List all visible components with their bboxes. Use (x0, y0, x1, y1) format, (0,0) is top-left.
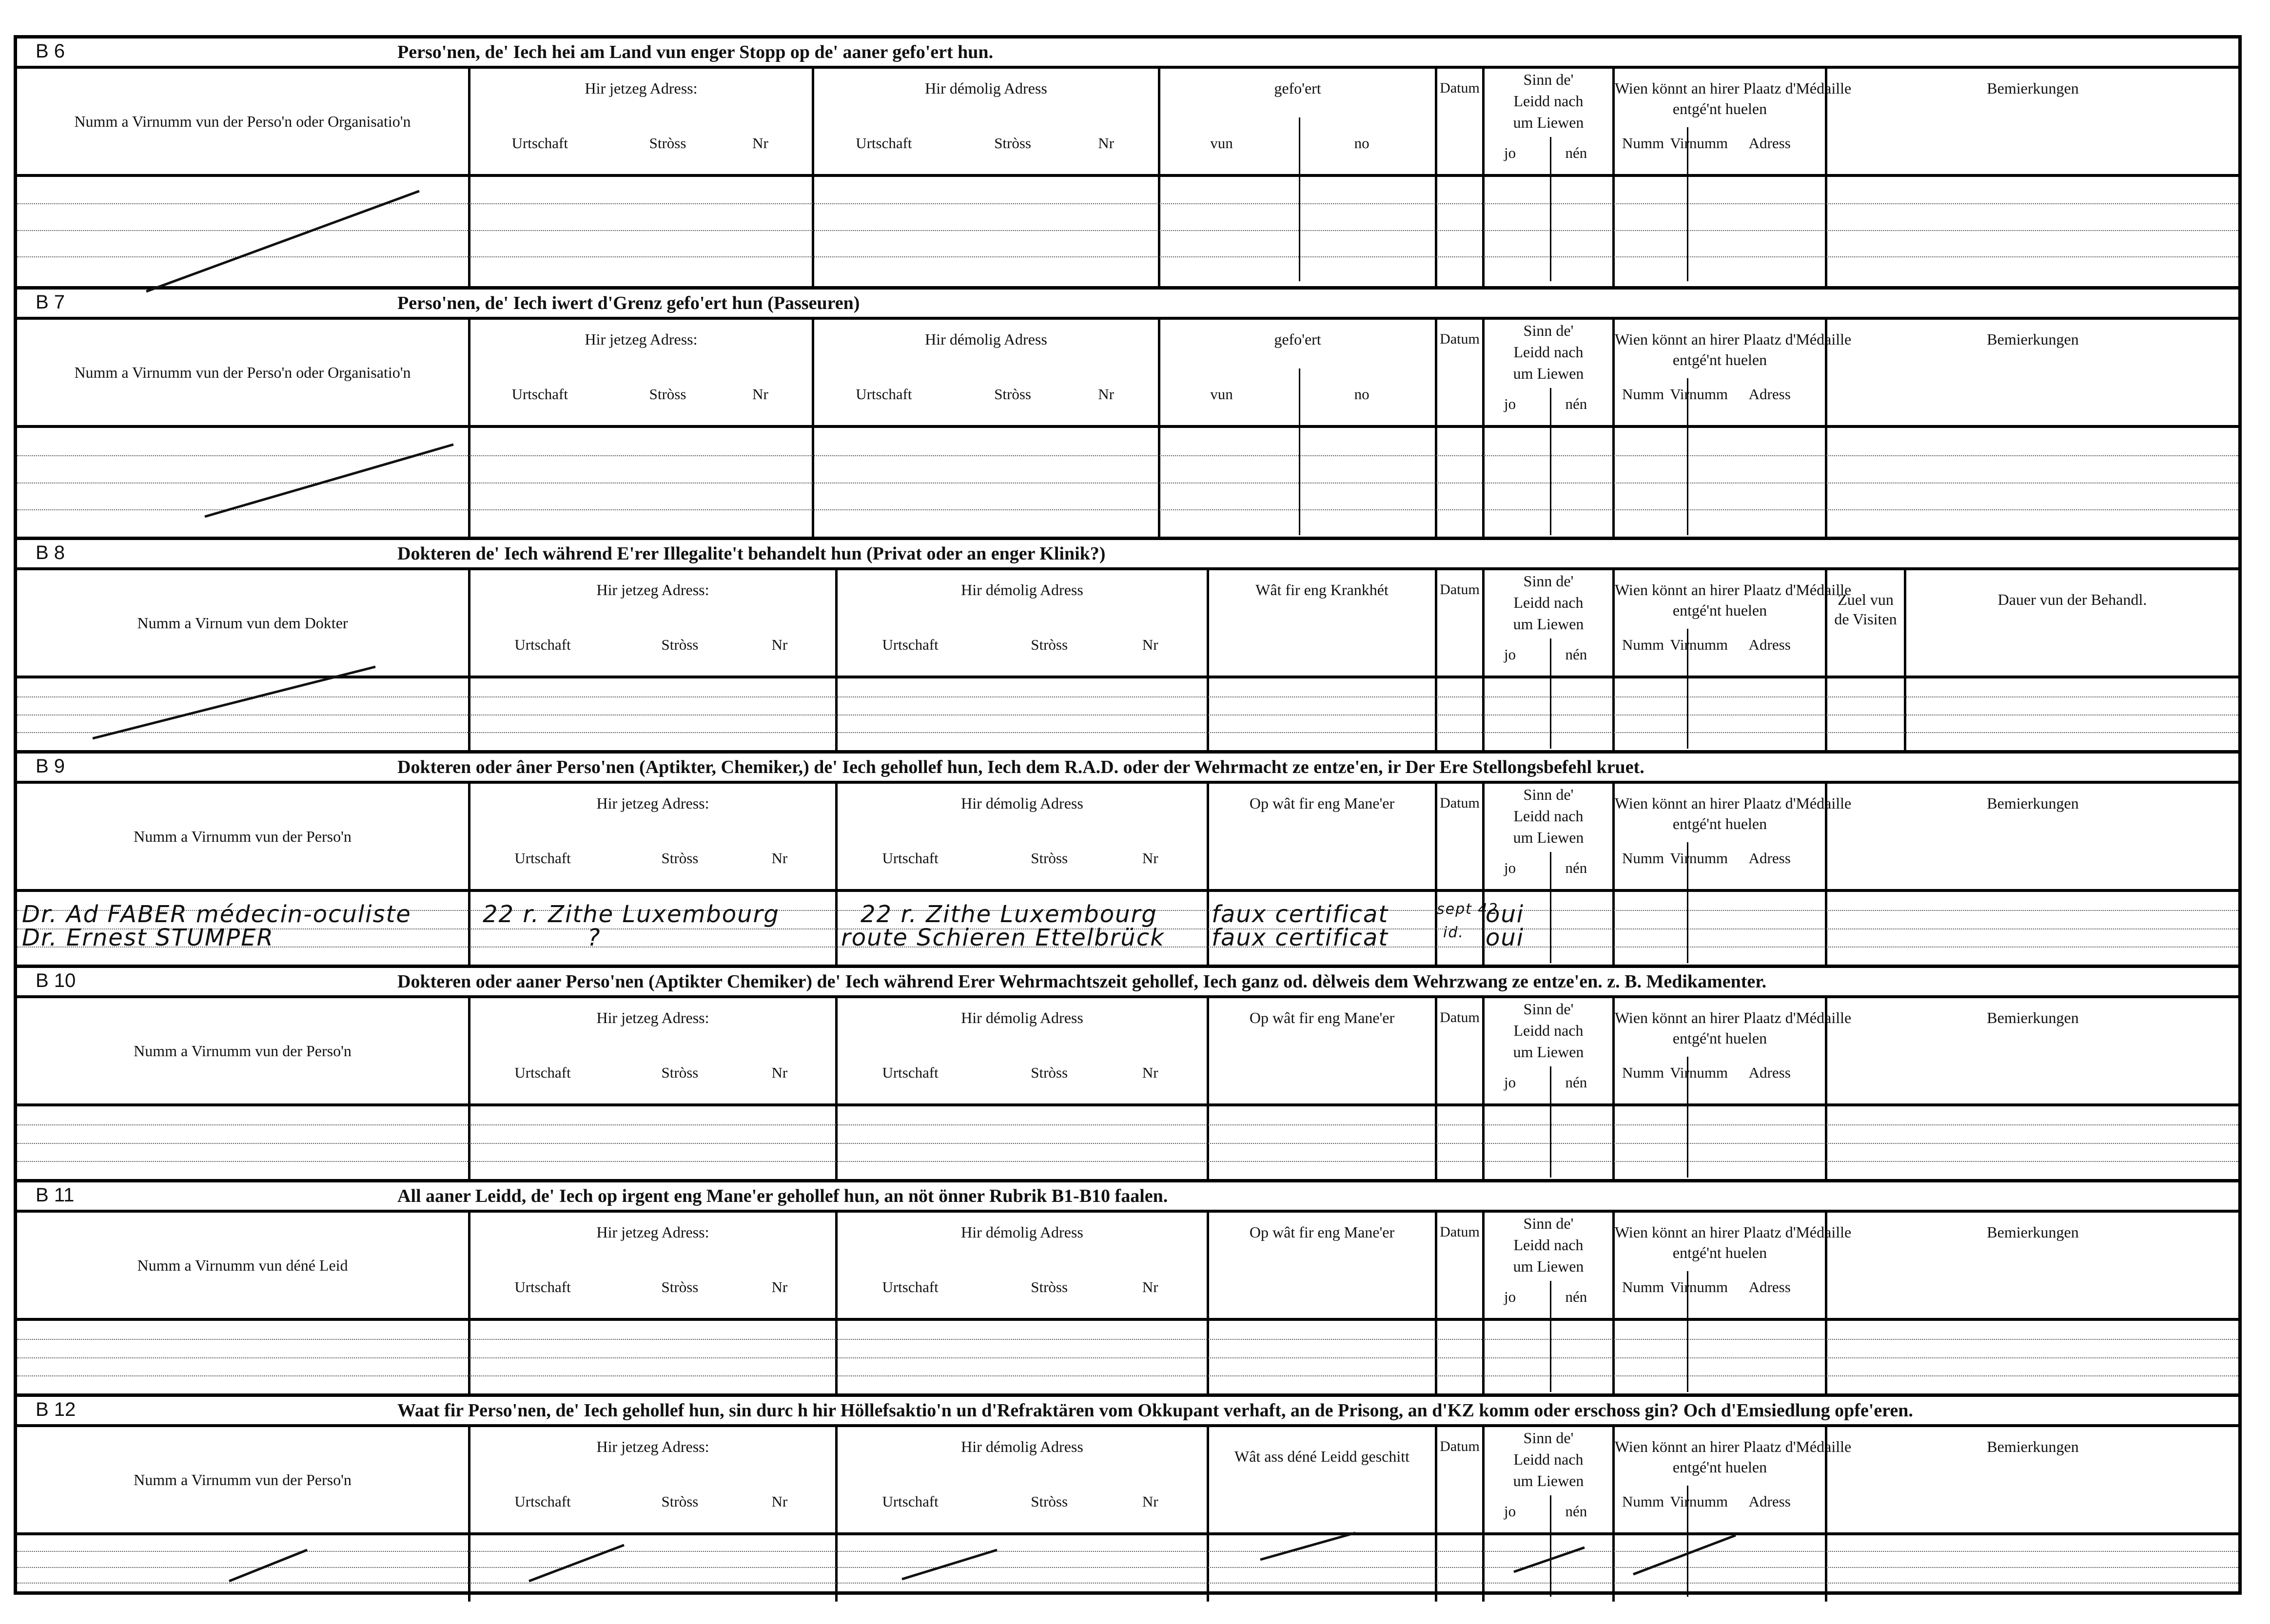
alive-header-line: Leidd nach (1513, 1236, 1584, 1254)
medal-firstname-label: Virnumm (1670, 1278, 1728, 1295)
urtschaft-label: Urtschaft (514, 636, 571, 653)
section-title: Perso'nen, de' Iech hei am Land vun enger Stopp op de' aaner gefo'ert hun. (397, 42, 994, 62)
stross-label: Stròss (649, 135, 686, 152)
yes-label: jo (1504, 1503, 1516, 1520)
current-address-header: Hir jetzeg Adress: (596, 581, 709, 599)
urtschaft-label: Urtschaft (514, 1064, 571, 1081)
visits-header: Zuel vun de Visiten (1834, 591, 1897, 628)
manner-header: Op wât fir eng Mane'er (1249, 1223, 1395, 1241)
urtschaft-label: Urtschaft (514, 1278, 571, 1295)
medal-firstname-label: Virnumm (1670, 636, 1728, 653)
alive-header-line: Sinn de' (1523, 572, 1574, 590)
to-label: no (1354, 386, 1370, 403)
former-address-header: Hir démolig Adress (925, 330, 1047, 348)
former-address-header: Hir démolig Adress (961, 1438, 1083, 1455)
name-column-header: Numm a Virnumm vun der Perso'n (134, 1042, 352, 1060)
section-title: Waat fir Perso'nen, de' Iech gehollef hun, sin durc h hir Höllefsaktio'n un d'Refraktären vom Okkupant verhaft, an de Prisong, an d'KZ komm oder erschoss gin? Och d'Emsiedlung opfe'eren. (397, 1400, 1913, 1421)
hw-alive-1: oui (1486, 901, 1525, 928)
nr-label: Nr (1142, 636, 1158, 653)
manner-header: Op wât fir eng Mane'er (1249, 794, 1395, 812)
nr-label: Nr (771, 1278, 788, 1295)
date-header: Datum (1440, 1224, 1480, 1240)
alive-header-line: um Liewen (1513, 1257, 1584, 1275)
cancel-stroke (93, 667, 375, 738)
urtschaft-label: Urtschaft (882, 636, 939, 653)
medal-address-label: Adress (1748, 1278, 1791, 1295)
medal-name-label: Numm (1622, 135, 1664, 152)
alive-header-line: Sinn de' (1523, 71, 1574, 88)
nr-label: Nr (1098, 135, 1114, 152)
urtschaft-label: Urtschaft (882, 1064, 939, 1081)
name-column-header: Numm a Virnumm vun der Perso'n oder Organisatio'n (74, 364, 411, 381)
remarks-header: Bemierkungen (1987, 79, 2079, 97)
conducted-header: gefo'ert (1274, 79, 1321, 97)
name-column-header: Numm a Virnumm vun der Perso'n (134, 828, 352, 845)
no-label: nén (1565, 1288, 1587, 1305)
name-column-header: Numm a Virnumm vun der Perso'n (134, 1471, 352, 1489)
stross-label: Stròss (994, 135, 1031, 152)
medal-header: Wien könnt an hirer Plaatz d'Médaille (1615, 330, 1852, 348)
section-code: B 6 (36, 40, 65, 62)
section-code: B 8 (36, 542, 65, 563)
urtschaft-label: Urtschaft (882, 1493, 939, 1510)
name-column-header: Numm a Virnumm vun déné Leid (137, 1257, 348, 1274)
alive-header-line: Sinn de' (1523, 1215, 1574, 1232)
from-label: vun (1210, 386, 1233, 403)
conducted-header: gefo'ert (1274, 330, 1321, 348)
urtschaft-label: Urtschaft (511, 386, 568, 403)
stross-label: Stròss (661, 1493, 699, 1510)
yes-label: jo (1504, 1074, 1516, 1091)
medal-address-label: Adress (1748, 135, 1791, 152)
yes-label: jo (1504, 395, 1516, 412)
medal-firstname-label: Virnumm (1670, 386, 1728, 403)
current-address-header: Hir jetzeg Adress: (585, 330, 698, 348)
nr-label: Nr (771, 1064, 788, 1081)
medal-header: Wien könnt an hirer Plaatz d'Médaille (1615, 1009, 1852, 1026)
section-title: Dokteren de' Iech während E'rer Illegalite't behandelt hun (Privat oder an enger Klinik?) (397, 543, 1106, 564)
alive-header-line: Leidd nach (1513, 1450, 1584, 1468)
section-code: B 7 (36, 291, 65, 313)
former-address-header: Hir démolig Adress (961, 794, 1083, 812)
date-header: Datum (1440, 1438, 1480, 1454)
manner-header: Wât fir eng Krankhét (1255, 581, 1389, 599)
no-label: nén (1565, 1074, 1587, 1091)
hw-manner-1: faux certificat (1212, 901, 1389, 928)
date-header: Datum (1440, 795, 1480, 811)
date-header: Datum (1440, 1009, 1480, 1025)
manner-header: Wât ass déné Leidd geschitt (1234, 1448, 1409, 1465)
nr-label: Nr (771, 850, 788, 867)
alive-header-line: Leidd nach (1513, 1022, 1584, 1039)
hw-name-1: Dr. Ad FABER médecin-oculiste (22, 901, 411, 928)
nr-label: Nr (771, 636, 788, 653)
medal-header-line2: entgé'nt huelen (1672, 601, 1767, 619)
name-column-header: Numm a Virnum vun dem Dokter (137, 614, 348, 632)
alive-header-line: um Liewen (1513, 365, 1584, 382)
medal-header-line2: entgé'nt huelen (1672, 351, 1767, 368)
no-label: nén (1565, 646, 1587, 663)
alive-header-line: Leidd nach (1513, 92, 1584, 110)
stross-label: Stròss (661, 1278, 699, 1295)
urtschaft-label: Urtschaft (882, 850, 939, 867)
hw-date-1: sept 42 (1437, 901, 1499, 918)
cancel-stroke (529, 1545, 624, 1581)
current-address-header: Hir jetzeg Adress: (596, 1009, 709, 1026)
urtschaft-label: Urtschaft (856, 135, 912, 152)
alive-header-line: um Liewen (1513, 114, 1584, 131)
medal-header: Wien könnt an hirer Plaatz d'Médaille (1615, 1438, 1852, 1455)
hw-name-2: Dr. Ernest STUMPER (22, 924, 274, 951)
urtschaft-label: Urtschaft (514, 850, 571, 867)
nr-label: Nr (1142, 1493, 1158, 1510)
medal-header: Wien könnt an hirer Plaatz d'Médaille (1615, 1223, 1852, 1241)
urtschaft-label: Urtschaft (514, 1493, 571, 1510)
medal-firstname-label: Virnumm (1670, 850, 1728, 867)
section-code: B 9 (36, 755, 65, 777)
medal-address-label: Adress (1748, 1064, 1791, 1081)
no-label: nén (1565, 395, 1587, 412)
stross-label: Stròss (649, 386, 686, 403)
hw-address-then-1: 22 r. Zithe Luxembourg (861, 901, 1157, 928)
cancel-stroke (1633, 1535, 1736, 1574)
hw-address-now-1: 22 r. Zithe Luxembourg (483, 901, 780, 928)
nr-label: Nr (1098, 386, 1114, 403)
medal-header-line2: entgé'nt huelen (1672, 1029, 1767, 1047)
alive-header-line: Leidd nach (1513, 343, 1584, 361)
alive-header-line: um Liewen (1513, 1043, 1584, 1061)
section-code: B 10 (36, 970, 76, 991)
alive-header-line: Sinn de' (1523, 322, 1574, 339)
former-address-header: Hir démolig Adress (961, 1009, 1083, 1026)
medal-header: Wien könnt an hirer Plaatz d'Médaille (1615, 794, 1852, 812)
current-address-header: Hir jetzeg Adress: (596, 1438, 709, 1455)
section-code: B 12 (36, 1399, 76, 1420)
alive-header-line: Leidd nach (1513, 807, 1584, 825)
medal-header-line2: entgé'nt huelen (1672, 815, 1767, 832)
manner-header: Op wât fir eng Mane'er (1249, 1009, 1395, 1026)
cancel-stroke (205, 445, 453, 517)
remarks-header: Bemierkungen (1987, 1223, 2079, 1241)
yes-label: jo (1504, 1288, 1516, 1305)
former-address-header: Hir démolig Adress (925, 79, 1047, 97)
nr-label: Nr (1142, 1278, 1158, 1295)
stross-label: Stròss (994, 386, 1031, 403)
stross-label: Stròss (1031, 636, 1068, 653)
medal-address-label: Adress (1748, 386, 1791, 403)
hw-alive-2: oui (1486, 924, 1525, 951)
no-label: nén (1565, 1503, 1587, 1520)
from-label: vun (1210, 135, 1233, 152)
medal-firstname-label: Virnumm (1670, 1493, 1728, 1510)
stross-label: Stròss (1031, 1278, 1068, 1295)
medal-header: Wien könnt an hirer Plaatz d'Médaille (1615, 581, 1852, 599)
section-title: Dokteren oder aaner Perso'nen (Aptikter Chemiker) de' Iech während Erer Wehrmachtszeit gehollef, Iech ganz od. dèlweis dem Wehrzwang ze entze'en. z. B. Medikamenter. (397, 971, 1767, 992)
nr-label: Nr (752, 135, 768, 152)
alive-header-line: Leidd nach (1513, 594, 1584, 611)
stross-label: Stròss (661, 636, 699, 653)
alive-header-line: Sinn de' (1523, 1000, 1574, 1018)
urtschaft-label: Urtschaft (882, 1278, 939, 1295)
medal-address-label: Adress (1748, 1493, 1791, 1510)
to-label: no (1354, 135, 1370, 152)
current-address-header: Hir jetzeg Adress: (596, 1223, 709, 1241)
medal-name-label: Numm (1622, 1064, 1664, 1081)
nr-label: Nr (1142, 850, 1158, 867)
yes-label: jo (1504, 646, 1516, 663)
cancel-stroke (1514, 1547, 1585, 1572)
medal-address-label: Adress (1748, 636, 1791, 653)
medal-address-label: Adress (1748, 850, 1791, 867)
alive-header-line: um Liewen (1513, 1472, 1584, 1489)
cancel-stroke (229, 1550, 307, 1581)
remarks-header: Bemierkungen (1987, 794, 2079, 812)
date-header: Datum (1440, 581, 1480, 598)
yes-label: jo (1504, 144, 1516, 161)
current-address-header: Hir jetzeg Adress: (585, 79, 698, 97)
medal-name-label: Numm (1622, 1493, 1664, 1510)
medal-name-label: Numm (1622, 850, 1664, 867)
remarks-header: Bemierkungen (1987, 1438, 2079, 1455)
no-label: nén (1565, 859, 1587, 876)
medal-firstname-label: Virnumm (1670, 1064, 1728, 1081)
medal-header: Wien könnt an hirer Plaatz d'Médaille (1615, 79, 1852, 97)
urtschaft-label: Urtschaft (511, 135, 568, 152)
nr-label: Nr (771, 1493, 788, 1510)
section-title: Dokteren oder âner Perso'nen (Aptikter, Chemiker,) de' Iech gehollef hun, Iech dem R.A.D. oder der Wehrmacht ze entze'en, ir Der Ere Stellongsbefehl kruet. (397, 757, 1644, 777)
medal-header-line2: entgé'nt huelen (1672, 100, 1767, 117)
stross-label: Stròss (1031, 1064, 1068, 1081)
medal-firstname-label: Virnumm (1670, 135, 1728, 152)
current-address-header: Hir jetzeg Adress: (596, 794, 709, 812)
medal-name-label: Numm (1622, 386, 1664, 403)
section-code: B 11 (36, 1184, 75, 1206)
stross-label: Stròss (661, 850, 699, 867)
remarks-header: Bemierkungen (1987, 330, 2079, 348)
hw-address-then-2: route Schieren Ettelbrück (841, 924, 1165, 951)
medal-header-line2: entgé'nt huelen (1672, 1458, 1767, 1476)
nr-label: Nr (752, 386, 768, 403)
alive-header-line: um Liewen (1513, 615, 1584, 633)
cancel-stroke (902, 1550, 997, 1579)
duration-header: Dauer vun der Behandl. (1997, 591, 2147, 608)
medal-name-label: Numm (1622, 636, 1664, 653)
no-label: nén (1565, 144, 1587, 161)
section-title: Perso'nen, de' Iech iwert d'Grenz gefo'ert hun (Passeuren) (397, 293, 860, 313)
alive-header-line: um Liewen (1513, 829, 1584, 846)
date-header: Datum (1440, 331, 1480, 347)
alive-header-line: Sinn de' (1523, 786, 1574, 803)
hw-manner-2: faux certificat (1212, 924, 1389, 951)
former-address-header: Hir démolig Adress (961, 1223, 1083, 1241)
former-address-header: Hir démolig Adress (961, 581, 1083, 599)
stross-label: Stròss (1031, 1493, 1068, 1510)
hw-address-now-2: ? (587, 924, 601, 951)
name-column-header: Numm a Virnumm vun der Perso'n oder Organisatio'n (74, 113, 411, 130)
medal-name-label: Numm (1622, 1278, 1664, 1295)
remarks-header: Bemierkungen (1987, 1009, 2079, 1026)
alive-header-line: Sinn de' (1523, 1429, 1574, 1447)
stross-label: Stròss (661, 1064, 699, 1081)
hw-date-2: id. (1443, 924, 1464, 941)
urtschaft-label: Urtschaft (856, 386, 912, 403)
cancel-stroke (1260, 1533, 1355, 1560)
yes-label: jo (1504, 859, 1516, 876)
nr-label: Nr (1142, 1064, 1158, 1081)
section-title: All aaner Leidd, de' Iech op irgent eng Mane'er gehollef hun, an nöt önner Rubrik B1-B10 faalen. (397, 1186, 1168, 1206)
date-header: Datum (1440, 80, 1480, 96)
stross-label: Stròss (1031, 850, 1068, 867)
medal-header-line2: entgé'nt huelen (1672, 1244, 1767, 1261)
cancel-stroke (146, 191, 419, 291)
